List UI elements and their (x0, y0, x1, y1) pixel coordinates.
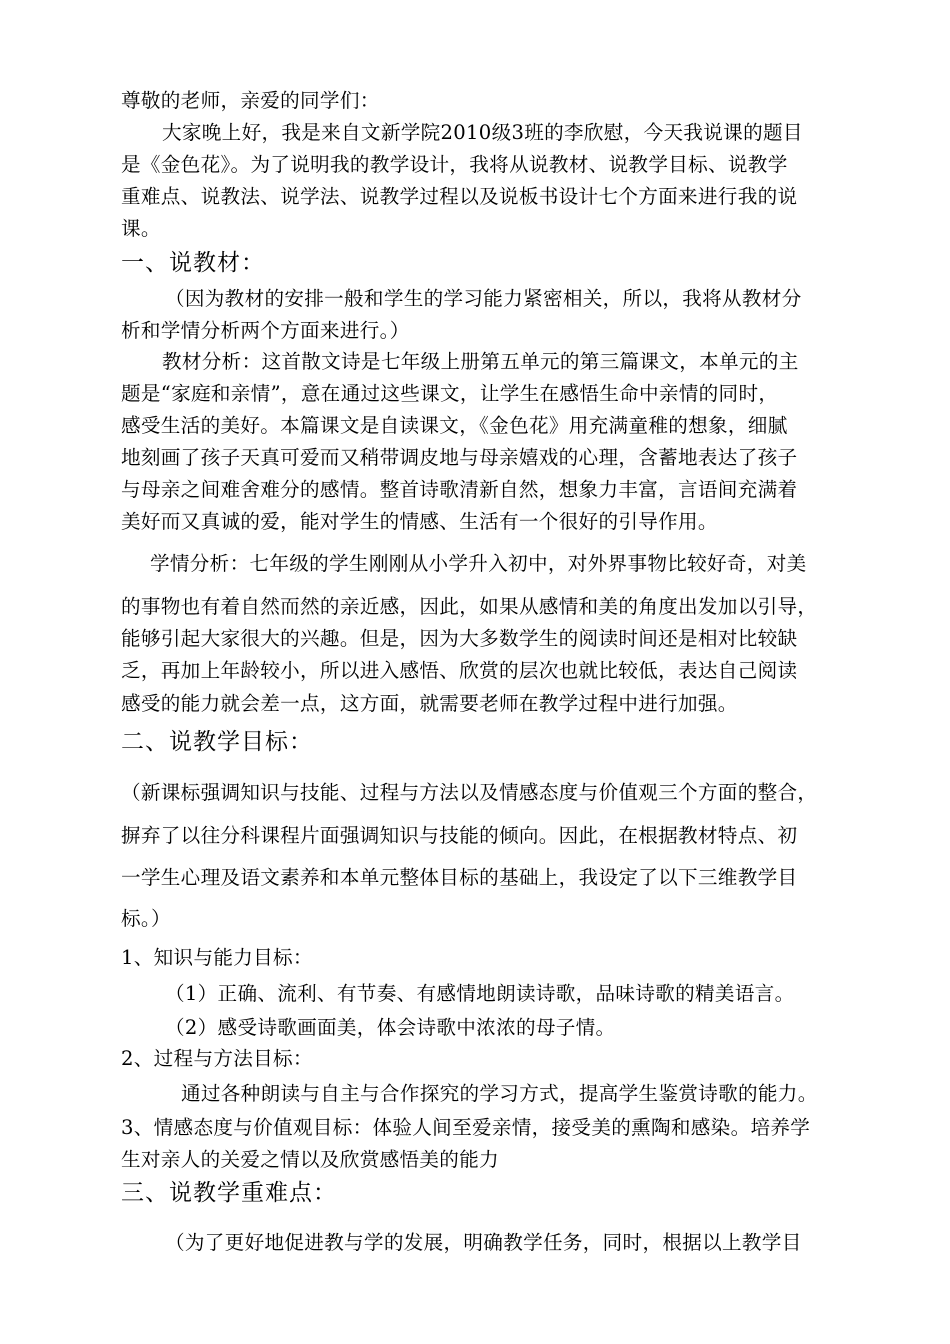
goal-2-text: 通过各种朗读与自主与合作探究的学习方式，提高学生鉴赏诗歌的能力。 (181, 1082, 818, 1105)
goal-1-item-2: （2）感受诗歌画面美，体会诗歌中浓浓的母子情。 (165, 1016, 616, 1039)
student-analysis-line-2: 的事物也有着自然而然的亲近感，因此，如果从感情和美的角度出发加以引导， (121, 595, 818, 618)
intro-line-2: 是《金色花》。为了说明我的教学设计，我将从说教材、说教学目标、说教学 (121, 153, 788, 176)
material-analysis-line-4: 地刻画了孩子天真可爱而又稍带调皮地与母亲嬉戏的心理，含蓄地表达了孩子 (121, 446, 798, 469)
student-analysis-line-4: 乏，再加上年龄较小，所以进入感悟、欣赏的层次也就比较低，表达自己阅读 (121, 659, 798, 682)
section-2-note-line-3: 一学生心理及语文素养和本单元整体目标的基础上，我设定了以下三维教学目 (121, 866, 798, 889)
student-analysis-line-5: 感受的能力就会差一点，这方面，就需要老师在教学过程中进行加强。 (121, 692, 738, 715)
section-1-heading: 一、说教材： (121, 250, 265, 276)
material-analysis-line-2: 题是“家庭和亲情”，意在通过这些课文，让学生在感悟生命中亲情的同时， (121, 382, 779, 405)
goal-1-item-1: （1）正确、流利、有节奏、有感情地朗读诗歌，品味诗歌的精美语言。 (165, 982, 795, 1005)
greeting: 尊敬的老师，亲爱的同学们： (121, 89, 380, 112)
student-analysis-line-1: 学情分析：七年级的学生刚刚从小学升入初中，对外界事物比较好奇，对美 (150, 552, 807, 575)
section-2-note-line-1: （新课标强调知识与技能、过程与方法以及情感态度与价值观三个方面的整合， (121, 781, 818, 804)
goal-1-title: 1、知识与能力目标： (121, 946, 313, 969)
section-1-note-line-1: （因为教材的安排一般和学生的学习能力紧密相关，所以，我将从教材分 (165, 287, 802, 310)
goal-3-line-2: 生对亲人的关爱之情以及欣赏感悟美的能力 (121, 1148, 499, 1171)
material-analysis-line-6: 美好而又真诚的爱，能对学生的情感、生活有一个很好的引导作用。 (121, 510, 718, 533)
section-2-heading: 二、说教学目标： (121, 729, 313, 755)
intro-line-1: 大家晚上好，我是来自文新学院2010级3班的李欣慰，今天我说课的题目 (162, 121, 803, 144)
section-1-note-line-2: 析和学情分析两个方面来进行。） (121, 319, 410, 342)
section-2-note-line-4: 标。） (121, 907, 171, 930)
intro-line-4: 课。 (121, 217, 161, 240)
section-3-note-line-1: （为了更好地促进教与学的发展，明确教学任务，同时，根据以上教学目 (165, 1231, 802, 1254)
intro-line-3: 重难点、说教法、说学法、说教学过程以及说板书设计七个方面来进行我的说 (121, 185, 798, 208)
goal-3-line-1: 3、情感态度与价值观目标：体验人间至爱亲情，接受美的熏陶和感染。培养学 (121, 1116, 811, 1139)
section-3-heading: 三、说教学重难点： (121, 1180, 337, 1206)
material-analysis-line-1: 教材分析：这首散文诗是七年级上册第五单元的第三篇课文，本单元的主 (162, 350, 799, 373)
section-2-note-line-2: 摒弃了以往分科课程片面强调知识与技能的倾向。因此，在根据教材特点、初 (121, 824, 798, 847)
student-analysis-line-3: 能够引起大家很大的兴趣。但是，因为大多数学生的阅读时间还是相对比较缺 (121, 627, 798, 650)
material-analysis-line-3: 感受生活的美好。本篇课文是自读课文，《金色花》用充满童稚的想象，细腻 (121, 414, 788, 437)
goal-2-title: 2、过程与方法目标： (121, 1047, 313, 1070)
material-analysis-line-5: 与母亲之间难舍难分的感情。整首诗歌清新自然，想象力丰富，言语间充满着 (121, 478, 798, 501)
